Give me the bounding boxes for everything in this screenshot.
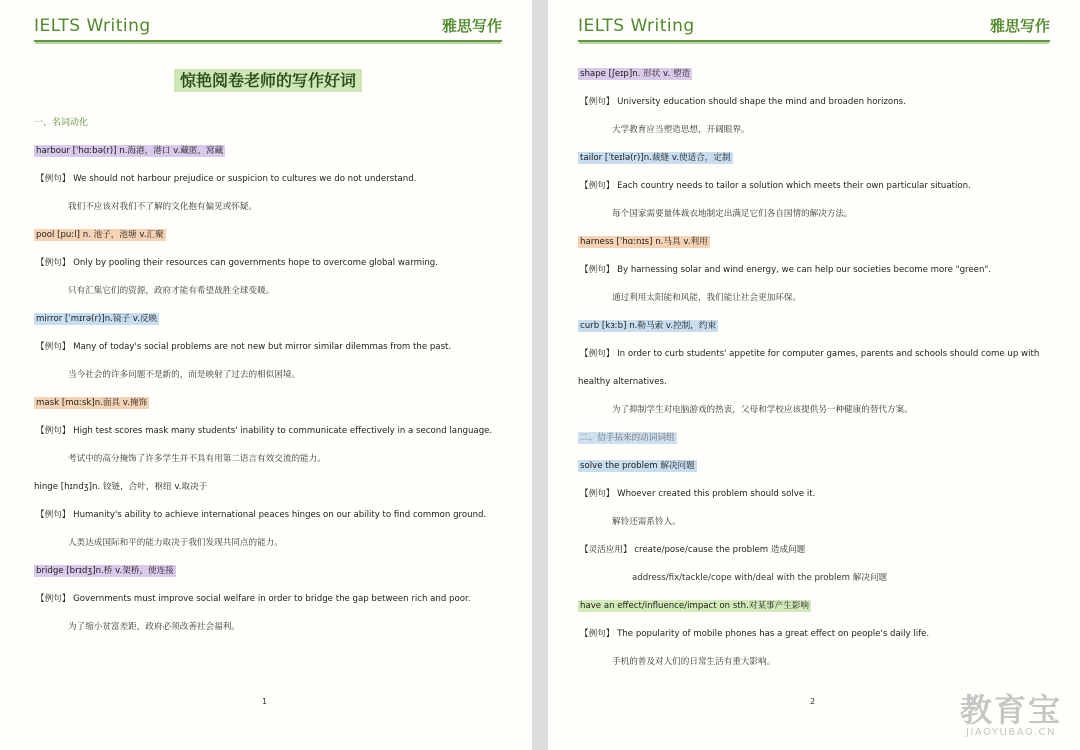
vocab-term bbox=[34, 221, 502, 249]
text-line bbox=[34, 473, 502, 501]
translation bbox=[34, 613, 502, 641]
vocab-term bbox=[578, 144, 1050, 172]
vocab-term bbox=[578, 228, 1050, 256]
watermark-cn: 教育宝 bbox=[959, 691, 1062, 729]
vocab-term-text: have an effect/influence/impact on sth.对某事产生影响 bbox=[580, 601, 810, 611]
vocab-term-text: mask [mɑːsk]n.面具 v.掩饰 bbox=[36, 398, 148, 408]
translation-text: 大学教育应当塑造思想，开阔眼界。 bbox=[612, 125, 750, 135]
example-sentence bbox=[578, 480, 1050, 508]
translation-text: 为了抑制学生对电脑游戏的热衷，父母和学校应该提供另一种健康的替代方案。 bbox=[612, 405, 913, 415]
section-heading bbox=[578, 424, 1050, 452]
vocab-term bbox=[578, 452, 1050, 480]
page-header bbox=[34, 0, 502, 42]
translation-text: 当今社会的许多问题不是新的，而是映射了过去的相似困境。 bbox=[68, 370, 301, 380]
example-sentence bbox=[578, 340, 1050, 368]
translation-text: 只有汇集它们的资源，政府才能有希望战胜全球变暖。 bbox=[68, 286, 275, 296]
example-sentence-text: 【例句】 University education should shape the mind and broaden horizons. bbox=[580, 97, 906, 107]
translation bbox=[578, 396, 1050, 424]
header-right-title: 雅思写作 bbox=[441, 17, 502, 35]
header-right-title: 雅思写作 bbox=[989, 17, 1050, 35]
section-heading-text: 一、名词动化 bbox=[34, 118, 89, 128]
watermark-en: JIAOYUBAO.CN bbox=[966, 727, 1056, 738]
header-left-title: IELTS Writing bbox=[578, 16, 695, 36]
example-sentence bbox=[34, 249, 502, 277]
section-heading-text: 二、信手拈来的动词词组 bbox=[580, 433, 675, 443]
translation-text: 人类达成国际和平的能力取决于我们发现共同点的能力。 bbox=[68, 538, 283, 548]
translation bbox=[34, 361, 502, 389]
document-title-text: 惊艳阅卷老师的写作好词 bbox=[174, 69, 362, 92]
example-sentence-text: 【例句】 Each country needs to tailor a solution which meets their own particular situation. bbox=[580, 181, 971, 191]
example-sentence-text: 【例句】 Governments must improve social welfare in order to bridge the gap between rich and poor. bbox=[36, 594, 471, 604]
example-sentence bbox=[578, 88, 1050, 116]
example-sentence bbox=[578, 536, 1050, 564]
page-header bbox=[578, 0, 1050, 42]
vocab-term-text: bridge [brɪdʒ]n.桥 v.架桥，使连接 bbox=[36, 566, 174, 576]
text-line bbox=[578, 368, 1050, 396]
example-sentence-text: 【例句】 We should not harbour prejudice or suspicion to cultures we do not understand. bbox=[36, 174, 417, 184]
translation bbox=[34, 193, 502, 221]
example-sentence-text: 【例句】 Many of today's social problems are not new but mirror similar dilemmas from the past. bbox=[36, 342, 452, 352]
translation bbox=[578, 564, 1050, 592]
example-sentence bbox=[34, 501, 502, 529]
translation-text: address/fix/tackle/cope with/deal with the problem 解决问题 bbox=[632, 573, 888, 583]
vocab-term bbox=[34, 137, 502, 165]
vocab-term-text: pool [puːl] n. 池子，池塘 v.汇聚 bbox=[36, 230, 164, 240]
vocab-term-text: harness [ˈhɑːnɪs] n.马具 v.利用 bbox=[580, 237, 708, 247]
example-sentence-text: 【例句】 Whoever created this problem should solve it. bbox=[580, 489, 816, 499]
vocab-term bbox=[34, 557, 502, 585]
vocab-term-text: solve the problem 解决问题 bbox=[580, 461, 695, 471]
translation bbox=[578, 284, 1050, 312]
example-sentence bbox=[578, 620, 1050, 648]
translation bbox=[34, 445, 502, 473]
watermark-logo bbox=[960, 693, 1062, 738]
example-sentence-text: 【例句】 By harnessing solar and wind energy, we can help our societies become more "green". bbox=[580, 265, 992, 275]
translation bbox=[578, 648, 1050, 676]
translation-text: 通过利用太阳能和风能，我们能让社会更加环保。 bbox=[612, 293, 802, 303]
example-sentence bbox=[578, 172, 1050, 200]
example-sentence-text: 【例句】 Humanity's ability to achieve international peaces hinges on our ability to find common ground. bbox=[36, 510, 487, 520]
example-sentence-text: 【例句】 The popularity of mobile phones has a great effect on people's daily life. bbox=[580, 629, 930, 639]
example-sentence bbox=[34, 417, 502, 445]
example-sentence-text: 【灵活应用】 create/pose/cause the problem 造成问题 bbox=[580, 545, 806, 555]
example-sentence bbox=[34, 165, 502, 193]
translation-text: 考试中的高分掩饰了许多学生并不具有用第二语言有效交流的能力。 bbox=[68, 454, 326, 464]
document-page-2 bbox=[548, 0, 1080, 750]
vocab-term bbox=[578, 312, 1050, 340]
translation-text: 手机的普及对人们的日常生活有重大影响。 bbox=[612, 657, 776, 667]
vocab-term-text: tailor [ˈteɪlə(r)]n.裁缝 v.使适合，定制 bbox=[580, 153, 731, 163]
vocab-term-text: shape [ʃeɪp]n. 形状 v. 塑造 bbox=[580, 69, 691, 79]
example-sentence bbox=[34, 585, 502, 613]
example-sentence bbox=[578, 256, 1050, 284]
example-sentence-text: 【例句】 Only by pooling their resources can governments hope to overcome global warming. bbox=[36, 258, 438, 268]
translation bbox=[578, 508, 1050, 536]
section-heading bbox=[34, 109, 502, 137]
translation bbox=[578, 116, 1050, 144]
translation-text: 我们不应该对我们不了解的文化抱有偏见或怀疑。 bbox=[68, 202, 258, 212]
example-sentence-text: 【例句】 In order to curb students' appetite for computer games, parents and schools should come up with bbox=[580, 349, 1040, 359]
translation-text: 每个国家需要量体裁衣地制定出满足它们各自国情的解决方法。 bbox=[612, 209, 853, 219]
vocab-term-text: mirror [ˈmɪrə(r)]n.镜子 v.反映 bbox=[36, 314, 158, 324]
text-line-text: healthy alternatives. bbox=[578, 377, 667, 387]
page-number: 1 bbox=[262, 697, 268, 706]
translation-text: 为了缩小贫富差距，政府必须改善社会福利。 bbox=[68, 622, 240, 632]
text-line-text: hinge [hɪndʒ]n. 铰链，合叶，枢纽 v.取决于 bbox=[34, 482, 208, 492]
example-sentence bbox=[34, 333, 502, 361]
translation bbox=[34, 529, 502, 557]
document-page-1 bbox=[0, 0, 532, 750]
page-1-content bbox=[34, 109, 502, 641]
example-sentence-text: 【例句】 High test scores mask many students' inability to communicate effectively in a second language. bbox=[36, 426, 493, 436]
header-left-title: IELTS Writing bbox=[34, 16, 151, 36]
vocab-term-text: harbour [ˈhɑːbə(r)] n.海港，港口 v.藏匿，窝藏 bbox=[36, 146, 224, 156]
page-number: 2 bbox=[810, 697, 816, 706]
vocab-term bbox=[578, 60, 1050, 88]
translation bbox=[578, 200, 1050, 228]
vocab-term bbox=[34, 305, 502, 333]
vocab-term-text: curb [kɜːb] n.勒马索 v.控制，约束 bbox=[580, 321, 717, 331]
translation bbox=[34, 277, 502, 305]
document-title bbox=[34, 68, 502, 91]
page-2-content bbox=[578, 60, 1050, 676]
vocab-term bbox=[34, 389, 502, 417]
translation-text: 解铃还需系铃人。 bbox=[612, 517, 681, 527]
vocab-term bbox=[578, 592, 1050, 620]
